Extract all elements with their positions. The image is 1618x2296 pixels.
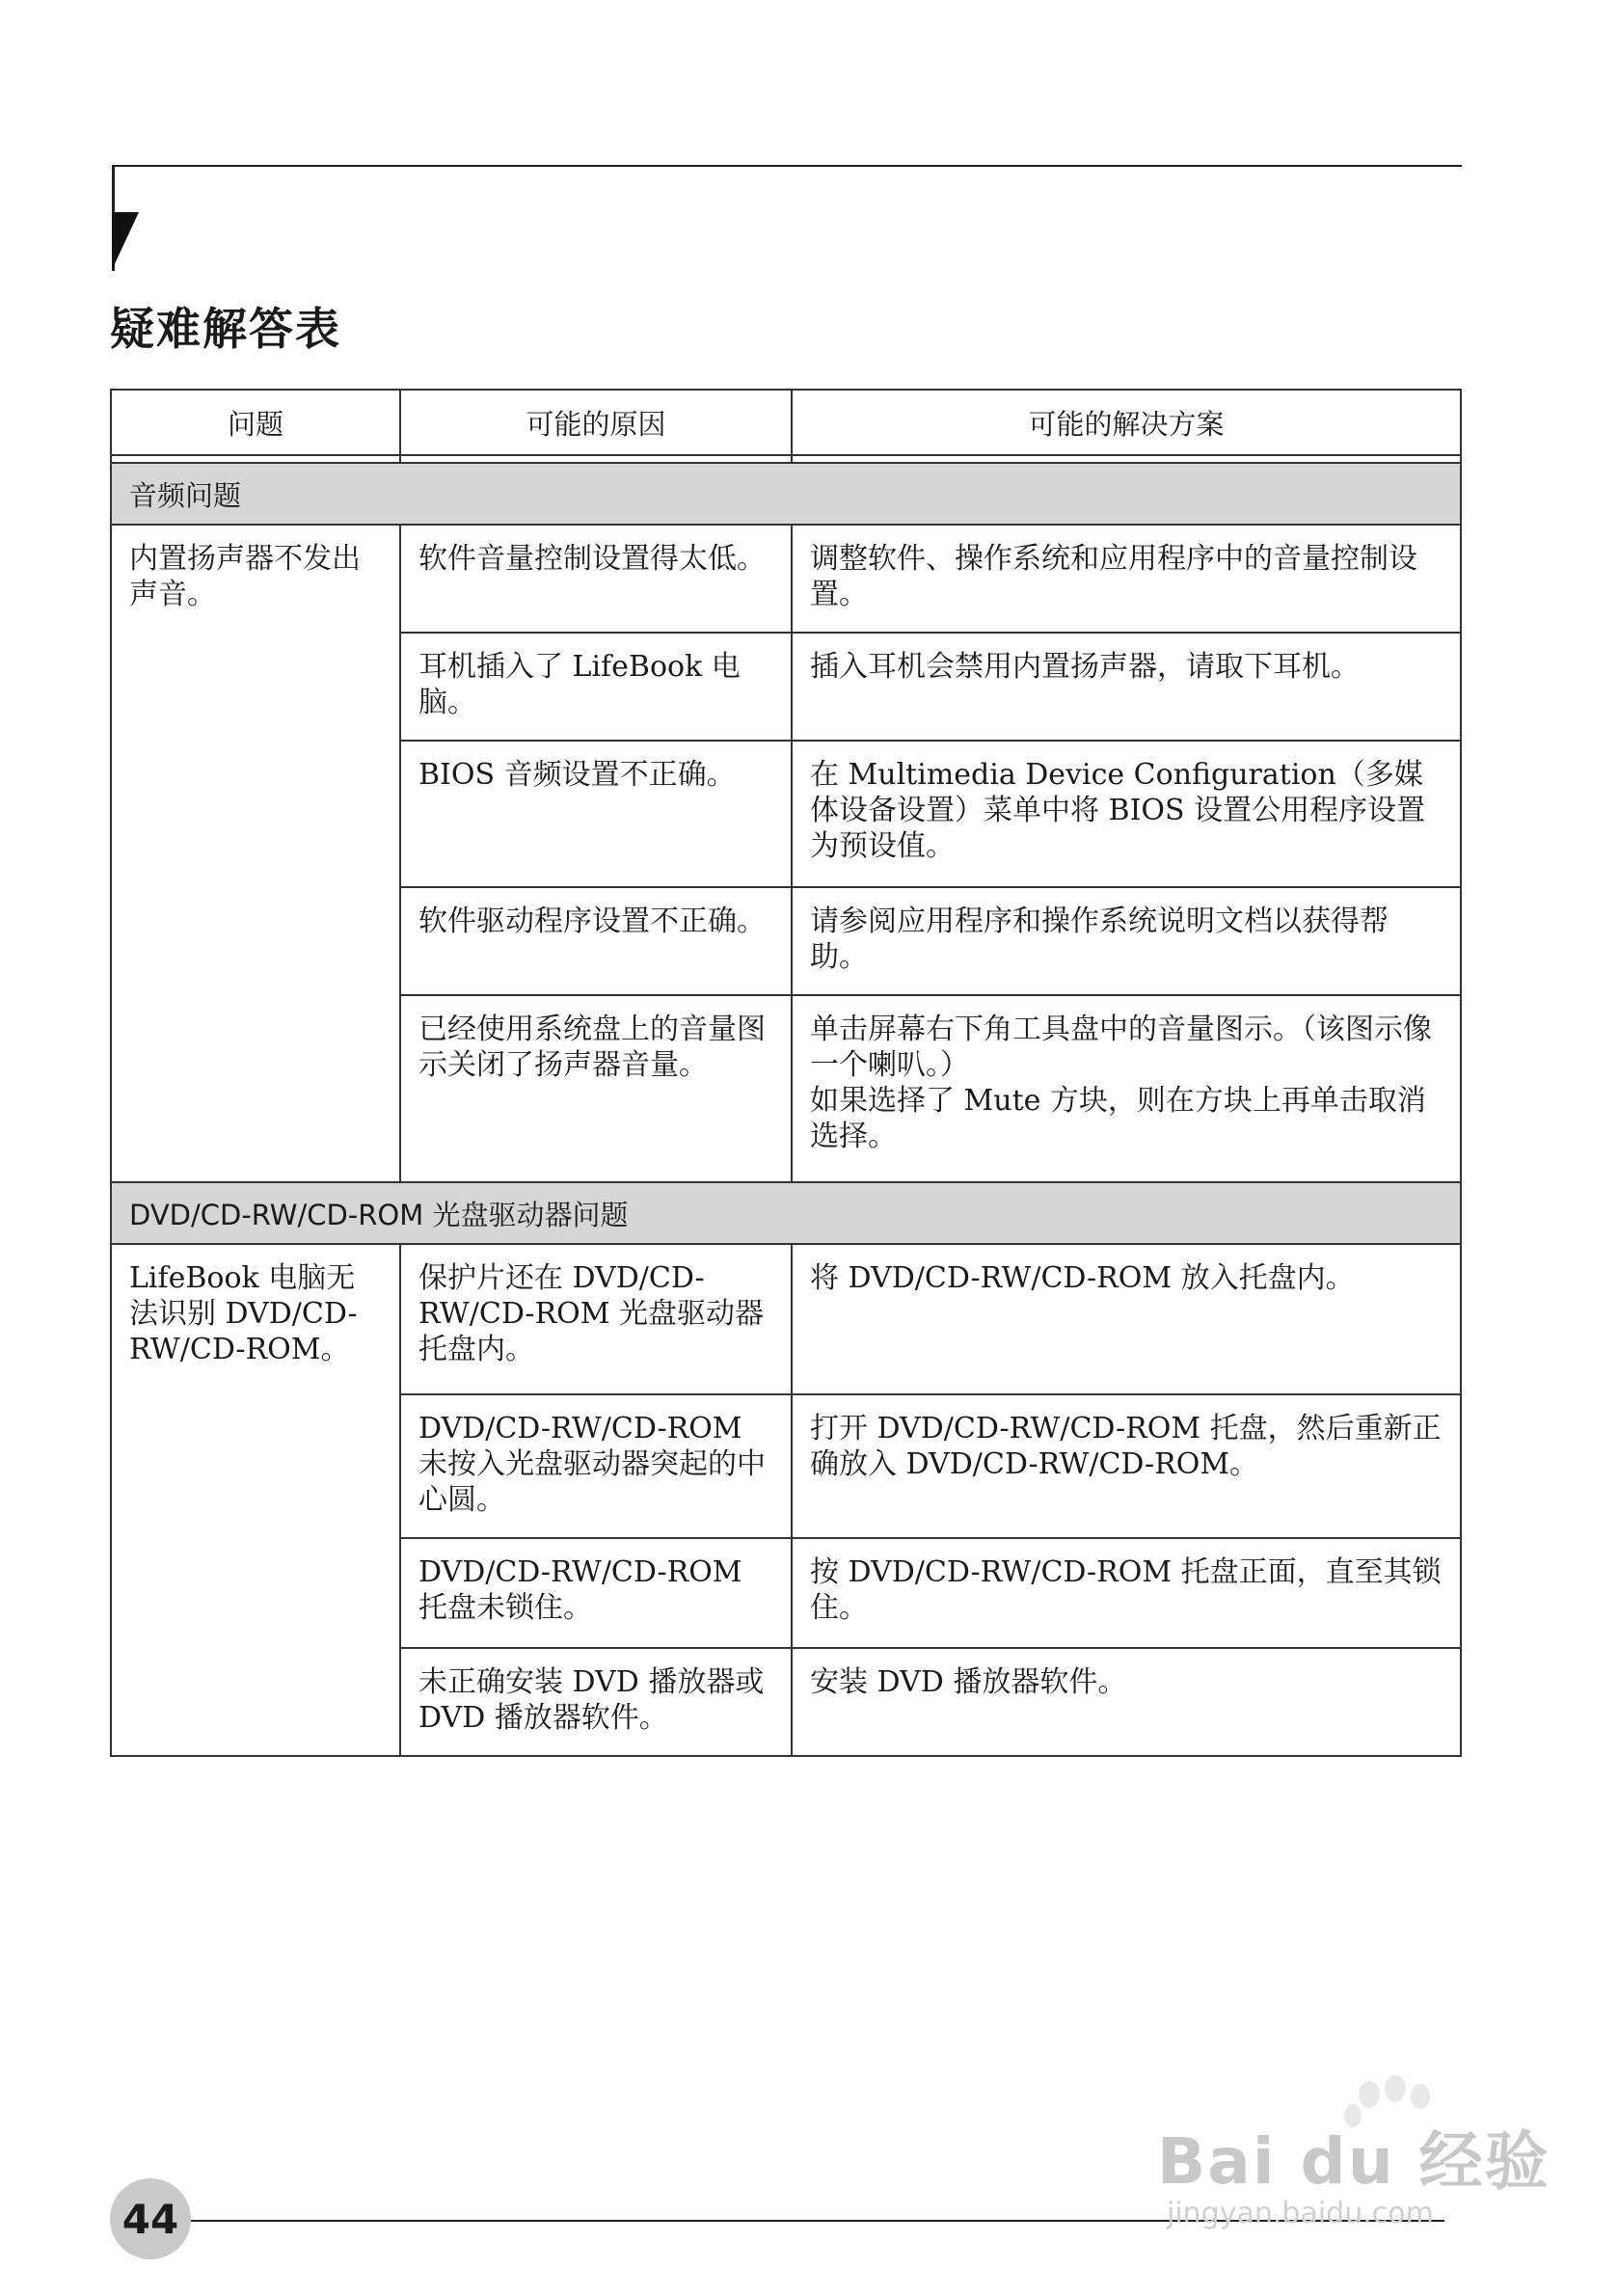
cause-cell: 已经使用系统盘上的音量图示关闭了扬声器音量。 — [400, 995, 792, 1182]
cause-cell: DVD/CD-RW/CD-ROM 托盘未锁住。 — [400, 1538, 792, 1648]
section-row-audio — [111, 463, 1461, 525]
section-title: 音频问题 — [111, 463, 1461, 525]
cause-cell: 未正确安装 DVD 播放器或 DVD 播放器软件。 — [400, 1648, 792, 1756]
solution-cell: 安装 DVD 播放器软件。 — [792, 1648, 1461, 1756]
cause-cell: DVD/CD-RW/CD-ROM 未按入光盘驱动器突起的中心圆。 — [400, 1394, 792, 1538]
solution-cell — [792, 995, 1461, 1182]
top-rule — [112, 165, 1462, 167]
problem-cell: 内置扬声器不发出声音。 — [111, 525, 400, 1182]
cause-cell: 软件音量控制设置得太低。 — [400, 525, 792, 633]
header-solution: 可能的解决方案 — [792, 390, 1461, 455]
watermark-url: jingyan.baidu.com — [1167, 2197, 1434, 2230]
table-row — [111, 1244, 1461, 1394]
cause-cell: 软件驱动程序设置不正确。 — [400, 887, 792, 995]
solution-cell: 在 Multimedia Device Configuration（多媒体设备设置）菜单中将 BIOS 设置公用程序设置为预设值。 — [792, 741, 1461, 887]
header-cause: 可能的原因 — [400, 390, 792, 455]
solution-cell: 请参阅应用程序和操作系统说明文档以获得帮助。 — [792, 887, 1461, 995]
solution-cell: 插入耳机会禁用内置扬声器，请取下耳机。 — [792, 633, 1461, 741]
cause-cell: BIOS 音频设置不正确。 — [400, 741, 792, 887]
cause-cell: 耳机插入了 LifeBook 电脑。 — [400, 633, 792, 741]
solution-text: 单击屏幕右下角工具盘中的音量图示。（该图示像一个喇叭。） — [810, 1013, 1432, 1082]
solution-cell: 打开 DVD/CD-RW/CD-ROM 托盘，然后重新正确放入 DVD/CD-RW/CD-ROM。 — [792, 1394, 1461, 1538]
table-row — [111, 525, 1461, 633]
corner-tab-marker — [112, 212, 139, 270]
cause-cell: 保护片还在 DVD/CD-RW/CD-ROM 光盘驱动器托盘内。 — [400, 1244, 792, 1394]
solution-cell: 按 DVD/CD-RW/CD-ROM 托盘正面，直至其锁住。 — [792, 1538, 1461, 1648]
solution-cell: 将 DVD/CD-RW/CD-ROM 放入托盘内。 — [792, 1244, 1461, 1394]
watermark-brand: Bai du 经验 — [1157, 2124, 1551, 2199]
solution-text-extra: 如果选择了 Mute 方块，则在方块上再单击取消选择。 — [810, 1084, 1426, 1153]
troubleshooting-table — [110, 389, 1462, 1757]
section-title: DVD/CD-RW/CD-ROM 光盘驱动器问题 — [111, 1182, 1461, 1244]
page-title: 疑难解答表 — [110, 303, 341, 355]
page-number-badge: 44 — [110, 2178, 191, 2259]
header-gap-row — [111, 455, 1461, 463]
section-row-optical-drive — [111, 1182, 1461, 1244]
problem-cell: LifeBook 电脑无法识别 DVD/CD-RW/CD-ROM。 — [111, 1244, 400, 1756]
header-problem: 问题 — [111, 390, 400, 455]
table-header-row — [111, 390, 1461, 455]
solution-cell: 调整软件、操作系统和应用程序中的音量控制设置。 — [792, 525, 1461, 633]
